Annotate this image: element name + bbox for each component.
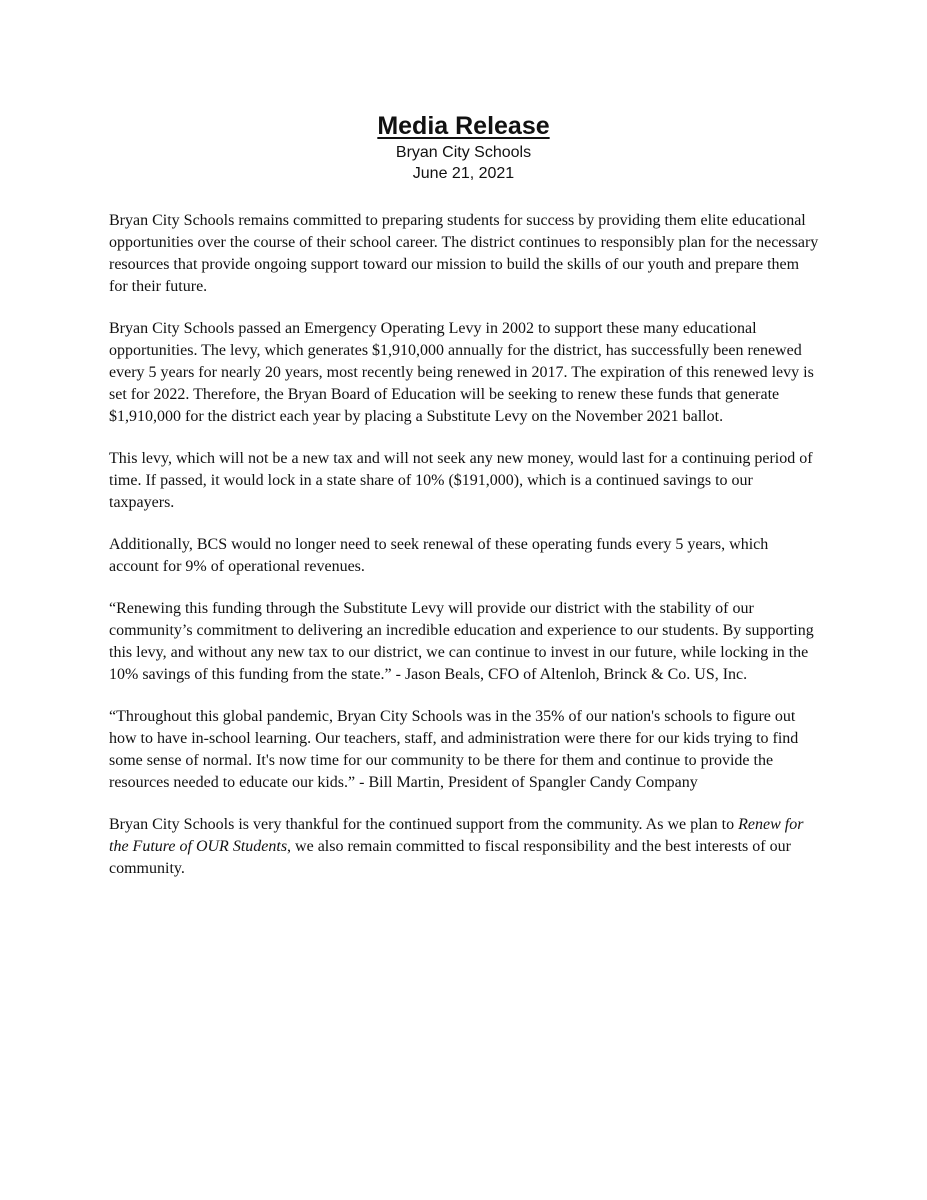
closing-text-end: , we also remain committed to fiscal responsibility and the best interests of our community.: [109, 838, 791, 877]
paragraph-closing: [109, 814, 821, 880]
release-header: [0, 110, 927, 184]
closing-slogan: Renew for the Future of OUR Students: [109, 816, 804, 855]
paragraph-renewal: Additionally, BCS would no longer need to seek renewal of these operating funds every 5 years, which account for 9% of operational revenues.: [109, 536, 769, 575]
quote-jason-beals: “Renewing this funding through the Substitute Levy will provide our district with the stability of our community’s commitment to delivering an incredible education and experience to our students. By supporting this levy, and without any new tax to our district, we can continue to invest in our future, while locking in the 10% savings of this funding from the state.” - Jason Beals, CFO of Altenloh, Brinck & Co. US, Inc.: [109, 600, 814, 683]
paragraph-commitment: Bryan City Schools remains committed to preparing students for success by providing them elite educational opportunities over the course of their school career. The district continues to responsibly plan for the necessary resources that provide ongoing support toward our mission to build the skills of our youth and prepare them for their future.: [109, 212, 819, 295]
release-body: [109, 210, 821, 900]
paragraph-levy-history: Bryan City Schools passed an Emergency Operating Levy in 2002 to support these many educational opportunities. The levy, which generates $1,910,000 annually for the district, has successfully been renewed every 5 years for nearly 20 years, most recently being renewed in 2017. The expiration of this renewed levy is set for 2022. Therefore, the Bryan Board of Education will be seeking to renew these funds that generate $1,910,000 for the district each year by placing a Substitute Levy on the November 2021 ballot.: [109, 320, 814, 425]
paragraph-levy-terms: This levy, which will not be a new tax and will not seek any new money, would last for a continuing period of time. If passed, it would lock in a state share of 10% ($191,000), which is a continued savings to our taxpayers.: [109, 450, 813, 511]
release-title: Media Release: [377, 112, 550, 140]
release-date: June 21, 2021: [412, 165, 515, 182]
quote-bill-martin: “Throughout this global pandemic, Bryan City Schools was in the 35% of our nation's schools to figure out how to have in-school learning. Our teachers, staff, and administration were there for our kids trying to find some sense of normal. It's now time for our community to be there for them and continue to provide the resources needed to educate our kids.” - Bill Martin, President of Spangler Candy Company: [109, 708, 799, 791]
closing-text-start: Bryan City Schools is very thankful for the continued support from the community. As we plan to: [109, 816, 739, 833]
organization-name: Bryan City Schools: [395, 144, 532, 161]
